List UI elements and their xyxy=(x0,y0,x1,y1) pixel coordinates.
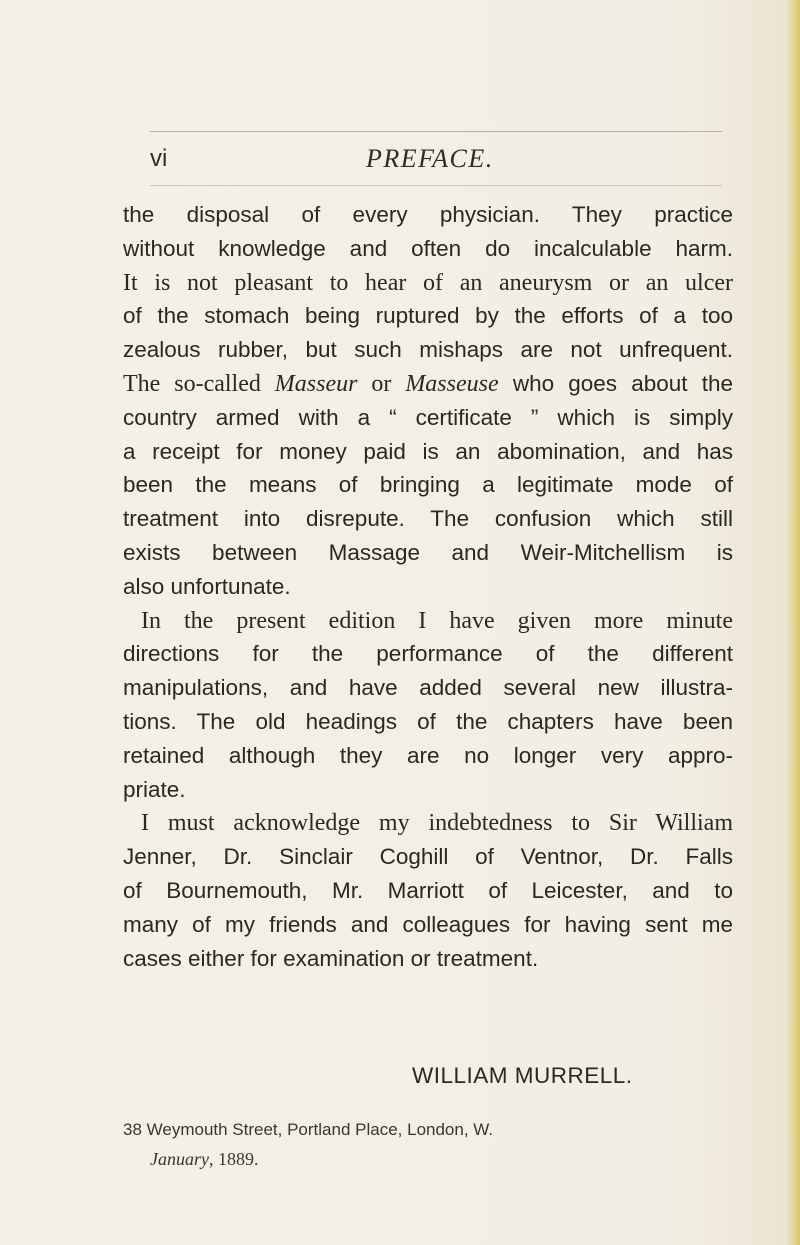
text-line: Jenner, Dr. Sinclair Coghill of Ventnor, Dr. Falls xyxy=(123,844,733,870)
italic-term: Masseur xyxy=(274,370,358,397)
text-line: of Bournemouth, Mr. Marriott of Leicester, and to xyxy=(123,877,733,903)
text-line: In the present edition I have given more minute xyxy=(141,607,733,634)
date-year: , 1889. xyxy=(208,1149,259,1169)
text-line: manipulations, and have added several new illustra- xyxy=(123,675,733,701)
running-title: PREFACE. xyxy=(366,144,494,173)
text-line: It is not pleasant to hear of an aneurysm or an ulcer xyxy=(123,269,733,296)
text-line: been the means of bringing a legitimate mode of xyxy=(123,472,733,498)
date-month: January xyxy=(150,1149,209,1169)
text-line: of the stomach being ruptured by the efforts of a too xyxy=(123,303,733,329)
text-line: priate. xyxy=(123,776,186,802)
author-signature: WILLIAM MURRELL. xyxy=(412,1063,633,1088)
text-line: retained although they are no longer very appro- xyxy=(123,742,733,768)
text-line: many of my friends and colleagues for having sent me xyxy=(123,911,733,937)
text-line: treatment into disrepute. The confusion which still xyxy=(123,506,733,532)
text-line: also unfortunate. xyxy=(123,573,291,599)
text-line: The so-called Masseur or Masseuse who goes about the xyxy=(123,370,733,397)
text-line: exists between Massage and Weir-Mitchellism is xyxy=(123,539,733,565)
text-line: tions. The old headings of the chapters have been xyxy=(123,708,733,734)
page-edge xyxy=(786,0,800,1245)
header-rule-bottom xyxy=(150,185,722,186)
author-address: 38 Weymouth Street, Portland Place, London, W. xyxy=(123,1120,494,1139)
text-line: zealous rubber, but such mishaps are not unfrequent. xyxy=(123,337,733,363)
text-line: cases either for examination or treatment. xyxy=(123,945,539,971)
text-line: the disposal of every physician. They practice xyxy=(123,202,733,227)
text-line: a receipt for money paid is an abomination, and has xyxy=(123,438,733,464)
preface-text xyxy=(123,198,733,975)
preface-date xyxy=(150,1147,258,1171)
text-line: without knowledge and often do incalculable harm. xyxy=(123,235,733,261)
header-rule-top xyxy=(150,131,722,132)
page-number: vi xyxy=(150,145,168,172)
text-line: I must acknowledge my indebtedness to Sir William xyxy=(141,810,733,837)
text-line: country armed with a “ certificate ” which is simply xyxy=(123,404,733,430)
page-header xyxy=(150,144,730,176)
text-line: directions for the performance of the different xyxy=(123,641,733,667)
italic-term: Masseuse xyxy=(405,370,499,397)
